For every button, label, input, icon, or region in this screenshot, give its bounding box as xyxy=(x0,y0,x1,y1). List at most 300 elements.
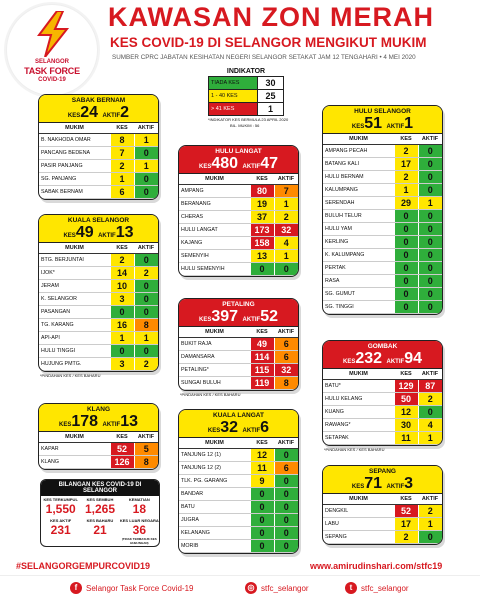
district-card xyxy=(178,298,299,391)
district-totals xyxy=(179,308,298,326)
instagram-link[interactable] xyxy=(245,582,309,594)
aktif-label: AKTIF xyxy=(102,113,121,119)
district-name: KUALA LANGAT xyxy=(213,412,264,419)
mukim-kes: 19 xyxy=(250,198,274,211)
district-name: PETALING xyxy=(222,301,255,308)
table-row xyxy=(323,210,442,223)
mukim-aktif: 32 xyxy=(274,364,298,377)
mukim-name: PANCANG BEDENA xyxy=(39,147,110,160)
mukim-kes: 50 xyxy=(394,393,418,406)
table-row xyxy=(39,280,158,293)
mukim-aktif: 8 xyxy=(134,319,158,332)
mukim-aktif: 87 xyxy=(418,380,442,393)
mukim-name: BERANANG xyxy=(179,198,250,211)
summary-value: 18 xyxy=(132,502,146,516)
table-row xyxy=(179,211,298,224)
district-name: KUALA SELANGOR xyxy=(67,217,130,224)
col-kes: KES xyxy=(110,123,134,134)
mukim-kes: 49 xyxy=(250,338,274,351)
lightning-bolt-icon xyxy=(35,11,71,57)
indicator-value: 25 xyxy=(258,90,284,103)
mukim-kes: 52 xyxy=(110,443,134,456)
district-aktif: 6 xyxy=(260,419,270,436)
mukim-kes: 129 xyxy=(394,380,418,393)
district-kes: 49 xyxy=(75,224,94,241)
district-aktif: 2 xyxy=(120,104,130,121)
mukim-aktif: 0 xyxy=(134,173,158,186)
mukim-kes: 2 xyxy=(110,254,134,267)
mukim-kes: 0 xyxy=(394,301,418,314)
mukim-kes: 3 xyxy=(110,358,134,371)
mukim-name: KERLING xyxy=(323,236,394,249)
district-card xyxy=(38,214,159,372)
mukim-kes: 11 xyxy=(250,462,274,475)
district-totals xyxy=(323,115,442,133)
mukim-aktif: 2 xyxy=(274,211,298,224)
mukim-kes: 173 xyxy=(250,224,274,237)
col-kes: KES xyxy=(110,243,134,254)
district-totals xyxy=(179,155,298,173)
table-row xyxy=(179,351,298,364)
district-totals xyxy=(39,224,158,242)
table-row xyxy=(39,345,158,358)
mukim-name: PERTAK xyxy=(323,262,394,275)
mukim-name: MORIB xyxy=(179,540,250,553)
mukim-kes: 0 xyxy=(110,306,134,319)
mukim-name: JERAM xyxy=(39,280,110,293)
district-kes: 480 xyxy=(211,155,239,172)
mukim-name: TANJUNG 12 (1) xyxy=(179,449,250,462)
mukim-name: TANJUNG 12 (2) xyxy=(179,462,250,475)
mukim-name: PETALING* xyxy=(179,364,250,377)
table-row xyxy=(179,540,298,553)
kes-label: KES xyxy=(199,317,212,323)
table-row xyxy=(323,262,442,275)
col-mukim: MUKIM xyxy=(179,438,250,449)
table-row xyxy=(179,514,298,527)
mukim-name: RAWANG* xyxy=(323,419,394,432)
mukim-aktif: 8 xyxy=(134,456,158,469)
district-card xyxy=(178,409,299,554)
district-card xyxy=(38,403,159,470)
twitter-icon: t xyxy=(345,582,357,594)
summary-value: 231 xyxy=(50,523,71,537)
district-footnote: *PINDAHAN KES / KES BAHARU xyxy=(324,447,385,452)
table-row xyxy=(39,306,158,319)
mukim-aktif: 1 xyxy=(134,134,158,147)
table-row xyxy=(323,158,442,171)
table-row xyxy=(323,288,442,301)
mukim-kes: 0 xyxy=(394,249,418,262)
table-row xyxy=(39,456,158,469)
table-row xyxy=(39,134,158,147)
table-row xyxy=(179,338,298,351)
summary-value: 1,550 xyxy=(45,502,76,516)
col-kes: KES xyxy=(394,494,418,505)
kes-label: KES xyxy=(343,359,356,365)
case-summary-title: BILANGAN KES COVID-19 DI SELANGOR xyxy=(41,480,159,496)
table-row xyxy=(323,184,442,197)
mukim-kes: 158 xyxy=(250,237,274,250)
mukim-aktif: 0 xyxy=(418,223,442,236)
mukim-kes: 0 xyxy=(250,540,274,553)
mukim-aktif: 1 xyxy=(418,518,442,531)
mukim-kes: 2 xyxy=(394,531,418,544)
mukim-kes: 16 xyxy=(110,319,134,332)
mukim-aktif: 0 xyxy=(274,475,298,488)
aktif-label: AKTIF xyxy=(102,422,121,428)
summary-label: KES BAHARU xyxy=(86,518,114,523)
mukim-kes: 30 xyxy=(394,419,418,432)
mukim-kes: 13 xyxy=(250,250,274,263)
mukim-name: RASA xyxy=(323,275,394,288)
mukim-kes: 2 xyxy=(394,171,418,184)
mukim-aktif: 0 xyxy=(134,306,158,319)
table-row xyxy=(323,301,442,314)
indicator-note: *INDIKATOR KES BERMULA 23 APRIL 2020 xyxy=(208,117,289,122)
mukim-aktif: 1 xyxy=(274,250,298,263)
mukim-name: HULU SEMENYIH xyxy=(179,263,250,276)
twitter-link[interactable] xyxy=(345,582,409,594)
logo-line-3: COVID-19 xyxy=(38,77,66,83)
mukim-name: IJOK* xyxy=(39,267,110,280)
mukim-aktif: 0 xyxy=(134,254,158,267)
mukim-kes: 0 xyxy=(250,263,274,276)
table-row xyxy=(39,173,158,186)
indicator-value: 30 xyxy=(258,77,284,90)
website-link[interactable]: www.amirudinshari.com/stfc19 xyxy=(310,561,443,571)
col-aktif: AKTIF xyxy=(134,432,158,443)
district-kes: 397 xyxy=(211,308,239,325)
mukim-name: DAMANSARA xyxy=(179,351,250,364)
kes-label: KES xyxy=(351,124,365,130)
mukim-name: BATU xyxy=(179,501,250,514)
col-mukim: MUKIM xyxy=(323,134,394,145)
mukim-name: BUKIT RAJA xyxy=(179,338,250,351)
table-row xyxy=(179,488,298,501)
case-summary xyxy=(40,479,160,547)
mukim-kes: 2 xyxy=(110,160,134,173)
mukim-aktif: 6 xyxy=(274,351,298,364)
col-mukim: MUKIM xyxy=(323,494,394,505)
mukim-kes: 119 xyxy=(250,377,274,390)
table-row xyxy=(39,160,158,173)
table-row xyxy=(323,406,442,419)
district-footnote: *PINDAHAN KES / KES BAHARU xyxy=(180,392,241,397)
instagram-label: stfc_selangor xyxy=(261,583,309,593)
district-kes: 24 xyxy=(80,104,99,121)
table-row xyxy=(179,501,298,514)
mukim-name: SUNGAI BULUH xyxy=(179,377,250,390)
district-kes: 32 xyxy=(220,419,239,436)
facebook-icon: f xyxy=(70,582,82,594)
summary-label: KES AKTIF xyxy=(50,518,72,523)
mukim-aktif: 5 xyxy=(134,443,158,456)
mukim-name: HULU LANGAT xyxy=(179,224,250,237)
mukim-name: K. SELANGOR xyxy=(39,293,110,306)
district-aktif: 94 xyxy=(404,350,422,367)
district-header xyxy=(323,341,442,369)
mukim-name: HULU YAM xyxy=(323,223,394,236)
mukim-kes: 0 xyxy=(394,223,418,236)
mukim-aktif: 0 xyxy=(418,184,442,197)
col-aktif: AKTIF xyxy=(274,438,298,449)
district-aktif: 52 xyxy=(260,308,278,325)
mukim-aktif: 0 xyxy=(274,501,298,514)
district-header xyxy=(179,299,298,327)
district-header xyxy=(323,466,442,494)
table-row xyxy=(323,249,442,262)
mukim-kes: 0 xyxy=(250,514,274,527)
mukim-kes: 10 xyxy=(110,280,134,293)
aktif-label: AKTIF xyxy=(242,317,261,323)
mukim-kes: 8 xyxy=(110,134,134,147)
table-row xyxy=(179,185,298,198)
mukim-aktif: 0 xyxy=(418,210,442,223)
kes-label: KES xyxy=(351,484,365,490)
district-aktif: 1 xyxy=(404,115,414,132)
mukim-aktif: 4 xyxy=(274,237,298,250)
district-aktif: 3 xyxy=(404,475,414,492)
mukim-kes: 0 xyxy=(394,210,418,223)
mukim-kes: 0 xyxy=(394,275,418,288)
mukim-aktif: 0 xyxy=(418,158,442,171)
summary-label: KES SEMBUH xyxy=(86,497,114,502)
table-row xyxy=(39,443,158,456)
mukim-name: SABAK BERNAM xyxy=(39,186,110,199)
mukim-aktif: 0 xyxy=(274,488,298,501)
district-card xyxy=(322,105,443,315)
table-row xyxy=(179,449,298,462)
mukim-kes: 0 xyxy=(394,236,418,249)
table-row xyxy=(179,462,298,475)
mukim-kes: 1 xyxy=(110,332,134,345)
mukim-name: BATU* xyxy=(323,380,394,393)
mukim-aktif: 0 xyxy=(418,531,442,544)
table-row xyxy=(179,364,298,377)
district-header xyxy=(39,215,158,243)
district-kes: 71 xyxy=(364,475,383,492)
col-mukim: MUKIM xyxy=(179,174,250,185)
mukim-name: KAPAR xyxy=(39,443,110,456)
mukim-aktif: 0 xyxy=(418,301,442,314)
mukim-kes: 9 xyxy=(250,475,274,488)
table-row xyxy=(179,250,298,263)
district-header xyxy=(323,106,442,134)
col-kes: KES xyxy=(250,438,274,449)
mukim-name: LABU xyxy=(323,518,394,531)
mukim-name: AMPANG xyxy=(179,185,250,198)
mukim-name: PASIR PANJANG xyxy=(39,160,110,173)
page-subtitle: KES COVID-19 DI SELANGOR MENGIKUT MUKIM xyxy=(110,35,427,50)
table-row xyxy=(179,527,298,540)
mukim-kes: 11 xyxy=(394,432,418,445)
mukim-kes: 12 xyxy=(394,406,418,419)
mukim-name: KELANANG xyxy=(179,527,250,540)
facebook-link[interactable] xyxy=(70,582,193,594)
mukim-name: TLK. PG. GARANG xyxy=(179,475,250,488)
mukim-kes: 17 xyxy=(394,158,418,171)
district-totals xyxy=(39,413,158,431)
district-totals xyxy=(323,350,442,368)
table-row xyxy=(323,518,442,531)
col-aktif: AKTIF xyxy=(274,327,298,338)
mukim-name: SG. GUMUT xyxy=(323,288,394,301)
col-mukim: MUKIM xyxy=(39,123,110,134)
mukim-name: K. KALUMPANG xyxy=(323,249,394,262)
col-aktif: AKTIF xyxy=(418,494,442,505)
table-row xyxy=(39,186,158,199)
indicator-value: 1 xyxy=(258,103,284,116)
table-row xyxy=(323,393,442,406)
mukim-name: BATANG KALI xyxy=(323,158,394,171)
mukim-name: JUGRA xyxy=(179,514,250,527)
mukim-aktif: 1 xyxy=(418,432,442,445)
mukim-aktif: 0 xyxy=(418,145,442,158)
mukim-aktif: 0 xyxy=(418,406,442,419)
mukim-aktif: 0 xyxy=(274,449,298,462)
col-mukim: MUKIM xyxy=(39,432,110,443)
mukim-kes: 0 xyxy=(250,527,274,540)
mukim-kes: 126 xyxy=(110,456,134,469)
hashtag: #SELANGORGEMPURCOVID19 xyxy=(16,561,151,571)
aktif-label: AKTIF xyxy=(242,428,261,434)
summary-label: KES TERKUMPUL xyxy=(43,497,78,502)
mukim-aktif: 0 xyxy=(134,345,158,358)
indicator-label: 1 - 40 KES xyxy=(209,90,258,103)
mukim-kes: 1 xyxy=(394,184,418,197)
district-footnote: *PINDAHAN KES / KES BAHARU xyxy=(40,373,101,378)
mukim-aktif: 0 xyxy=(418,288,442,301)
mukim-name: SEPANG xyxy=(323,531,394,544)
col-mukim: MUKIM xyxy=(39,243,110,254)
district-name: HULU SELANGOR xyxy=(354,108,411,115)
table-row xyxy=(323,145,442,158)
mukim-name: KALUMPANG xyxy=(323,184,394,197)
mukim-kes: 0 xyxy=(250,488,274,501)
mukim-aktif: 1 xyxy=(274,198,298,211)
mukim-aktif: 0 xyxy=(134,147,158,160)
district-name: HULU LANGAT xyxy=(215,148,262,155)
mukim-aktif: 8 xyxy=(274,377,298,390)
district-name: KLANG xyxy=(86,406,111,413)
district-name: SABAK BERNAM xyxy=(71,97,126,104)
table-row xyxy=(39,147,158,160)
col-kes: KES xyxy=(250,174,274,185)
district-header xyxy=(39,404,158,432)
mukim-kes: 12 xyxy=(250,449,274,462)
col-kes: KES xyxy=(394,369,418,380)
mukim-aktif: 1 xyxy=(134,160,158,173)
summary-value: 1,265 xyxy=(84,502,115,516)
indicator-count: BIL. MUKIM : 56 xyxy=(230,123,260,128)
col-kes: KES xyxy=(394,134,418,145)
mukim-kes: 0 xyxy=(110,345,134,358)
table-row xyxy=(39,319,158,332)
mukim-aktif: 0 xyxy=(274,514,298,527)
mukim-name: SERENDAH xyxy=(323,197,394,210)
kes-label: KES xyxy=(59,422,72,428)
mukim-name: KLANG xyxy=(39,456,110,469)
table-row xyxy=(179,475,298,488)
mukim-aktif: 0 xyxy=(274,263,298,276)
mukim-aktif: 0 xyxy=(418,262,442,275)
mukim-aktif: 2 xyxy=(418,393,442,406)
mukim-kes: 37 xyxy=(250,211,274,224)
logo-line-1: SELANGOR xyxy=(34,59,69,65)
col-aktif: AKTIF xyxy=(418,369,442,380)
mukim-kes: 3 xyxy=(110,293,134,306)
mukim-aktif: 0 xyxy=(418,249,442,262)
mukim-kes: 0 xyxy=(250,501,274,514)
district-kes: 178 xyxy=(71,413,99,430)
district-name: GOMBAK xyxy=(367,343,398,350)
district-card xyxy=(322,340,443,446)
table-row xyxy=(39,293,158,306)
mukim-aktif: 2 xyxy=(418,505,442,518)
table-row xyxy=(179,263,298,276)
district-aktif: 13 xyxy=(115,224,134,241)
logo-line-2: TASK FORCE xyxy=(24,66,80,76)
mukim-aktif: 32 xyxy=(274,224,298,237)
aktif-label: AKTIF xyxy=(242,164,261,170)
col-mukim: MUKIM xyxy=(323,369,394,380)
table-row xyxy=(323,505,442,518)
mukim-aktif: 4 xyxy=(418,419,442,432)
mukim-name: HULU BERNAM xyxy=(323,171,394,184)
table-row xyxy=(323,432,442,445)
col-aktif: AKTIF xyxy=(418,134,442,145)
col-aktif: AKTIF xyxy=(274,174,298,185)
mukim-name: B. NAKHODA OMAR xyxy=(39,134,110,147)
indicator-label: TIADA KES xyxy=(209,77,258,90)
district-card xyxy=(178,145,299,277)
district-header xyxy=(39,95,158,123)
table-row xyxy=(323,531,442,544)
district-name: SEPANG xyxy=(369,468,396,475)
mukim-aktif: 6 xyxy=(274,338,298,351)
summary-value: 36 xyxy=(132,523,146,537)
table-row xyxy=(323,236,442,249)
district-card xyxy=(322,465,443,545)
indicator-legend xyxy=(208,68,289,128)
table-row xyxy=(179,224,298,237)
district-aktif: 47 xyxy=(260,155,278,172)
twitter-label: stfc_selangor xyxy=(361,583,409,593)
district-totals xyxy=(323,475,442,493)
table-row xyxy=(39,332,158,345)
mukim-aktif: 0 xyxy=(418,171,442,184)
page-title: KAWASAN ZON MERAH xyxy=(108,2,434,32)
mukim-aktif: 2 xyxy=(134,267,158,280)
mukim-aktif: 0 xyxy=(418,236,442,249)
table-row xyxy=(179,377,298,390)
mukim-name: API-API xyxy=(39,332,110,345)
mukim-kes: 7 xyxy=(110,147,134,160)
table-row xyxy=(179,237,298,250)
mukim-name: KUANG xyxy=(323,406,394,419)
mukim-kes: 1 xyxy=(110,173,134,186)
district-kes: 51 xyxy=(364,115,383,132)
summary-label: KEMATIAN xyxy=(128,497,150,502)
mukim-aktif: 6 xyxy=(274,462,298,475)
table-row xyxy=(39,267,158,280)
aktif-label: AKTIF xyxy=(98,233,116,239)
stfc-logo xyxy=(6,4,98,96)
mukim-name: PASANGAN xyxy=(39,306,110,319)
mukim-kes: 80 xyxy=(250,185,274,198)
source-note: SUMBER CPRC JABATAN KESIHATAN NEGERI SELANGOR SETAKAT JAM 12 TENGAHARI • 4 MEI 2020 xyxy=(112,54,416,61)
